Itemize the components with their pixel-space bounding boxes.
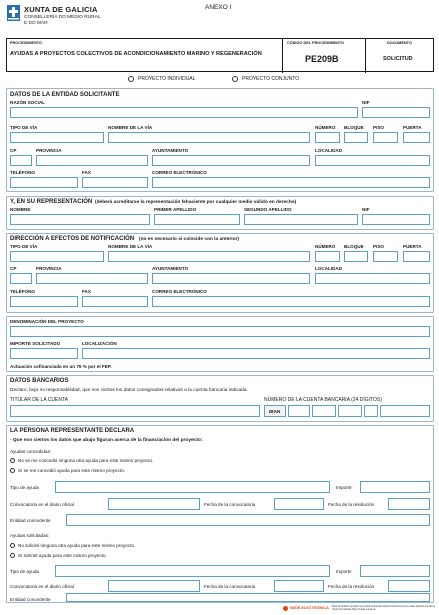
entity-section-title: DATOS DE LA ENTIDAD SOLICITANTE	[10, 92, 120, 98]
fecha-convocatoria2-input[interactable]	[274, 580, 324, 592]
notif-piso-input[interactable]	[373, 251, 398, 262]
notif-correo-input[interactable]	[152, 296, 430, 307]
project-individual-label: PROYECTO INDIVIDUAL	[138, 76, 196, 82]
notif-ayuntamiento-input[interactable]	[152, 273, 310, 284]
no-solicito-label: No solicité ninguna otra ayuda para este mismo proyecto.	[18, 543, 136, 548]
dept-line-2: E DO MAR	[24, 21, 48, 26]
notif-localidad-input[interactable]	[315, 273, 430, 284]
entity-telefono-label: TELÉFONO	[10, 170, 36, 175]
entity-localidad-input[interactable]	[315, 155, 430, 166]
entity-cp-input[interactable]	[10, 155, 32, 166]
rep-primer-apellido-input[interactable]	[154, 214, 240, 225]
document-type: SOLICITUD	[383, 56, 413, 62]
project-conjunto-label: PROYECTO CONJUNTO	[242, 76, 300, 82]
procedure-label: PROCEDIMIENTO	[10, 41, 42, 45]
procedure-box	[6, 38, 434, 72]
rep-nombre-input[interactable]	[10, 214, 150, 225]
iban-label: IBAN	[269, 409, 281, 414]
notif-fax-input[interactable]	[82, 296, 148, 307]
entity-nombre-via-label: NOMBRE DE LA VÍA	[108, 125, 153, 130]
importe-label: Importe	[336, 485, 352, 490]
importe-solicitado-input[interactable]	[10, 348, 78, 359]
notif-cp-input[interactable]	[10, 273, 32, 284]
notif-bloque-input[interactable]	[344, 251, 368, 262]
xunta-logo-icon	[7, 5, 20, 21]
entity-fax-label: FAX	[82, 170, 91, 175]
localizacion-label: LOCALIZACIÓN	[82, 341, 117, 346]
entity-provincia-label: PROVINCIA	[36, 148, 62, 153]
entity-cp-label: CP	[10, 148, 17, 153]
notif-nombre-via-label: NOMBRE DE LA VÍA	[108, 244, 153, 249]
document-label: DOCUMENTO	[387, 41, 412, 45]
dc-input[interactable]	[364, 405, 378, 417]
fecha-resolucion2-input[interactable]	[388, 580, 430, 592]
notif-localidad-label: LOCALIDAD	[315, 266, 343, 271]
razon-social-label: RAZÓN SOCIAL	[10, 100, 45, 105]
entity-piso-label: PISO	[373, 125, 384, 130]
no-concedio-radio[interactable]	[10, 458, 15, 463]
numero-cuenta-label: NÚMERO DE LA CUENTA BANCARIA (24 DÍGITOS)	[264, 397, 382, 403]
rep-nif-label: NIF	[362, 207, 370, 212]
sede-label: SEDE ELECTRÓNICA	[290, 606, 329, 610]
entity-bloque-label: BLOQUE	[344, 125, 364, 130]
fecha-resolucion-label: Fecha de la resolución	[328, 502, 375, 507]
notif-tipo-via-label: TIPO DE VÍA	[10, 244, 38, 249]
entity-fax-input[interactable]	[82, 177, 148, 188]
no-solicito-radio[interactable]	[10, 543, 15, 548]
notification-note: (no es necesario si coincide con la anterior)	[139, 237, 239, 242]
procedure-title: AYUDAS A PROYECTOS COLECTIVOS DE ACONDICIONAMIENTO MARINO Y REGENERACIÓN	[10, 51, 262, 57]
rep-nif-input[interactable]	[362, 214, 430, 225]
notif-telefono-label: TELÉFONO	[10, 289, 36, 294]
sede-icon	[283, 606, 288, 611]
entidad-concedente2-input[interactable]	[66, 593, 430, 602]
importe2-input[interactable]	[360, 565, 430, 577]
fecha-convocatoria-input[interactable]	[274, 498, 324, 510]
titular-input[interactable]	[10, 405, 260, 417]
convocatoria2-label: Convocatoria en el diario oficial	[10, 584, 74, 589]
entity-puerta-input[interactable]	[403, 132, 430, 143]
solicitadas-label: Ayudas solicitadas:	[10, 533, 50, 538]
entity-numero-label: NÚMERO	[315, 125, 336, 130]
si-solicito-radio[interactable]	[10, 553, 15, 558]
notif-ayuntamiento-label: AYUNTAMIENTO	[152, 266, 189, 271]
bank-title: DATOS BANCARIOS	[10, 378, 69, 384]
convocatoria-input[interactable]	[108, 498, 200, 510]
entity-numero-input[interactable]	[315, 132, 340, 143]
importe2-label: Importe	[336, 569, 352, 574]
rep-segundo-apellido-input[interactable]	[244, 214, 358, 225]
notif-numero-input[interactable]	[315, 251, 340, 262]
project-individual-radio[interactable]	[128, 76, 134, 82]
footer-note: Este formulario también se podrá presentar electrónicamente en la sede electrónica de la Xunta de Galicia https://sede.xunta.es	[332, 605, 435, 612]
convocatoria2-input[interactable]	[108, 580, 200, 592]
bank-declaration: Declaro, bajo mi responsabilidad, que son ciertos los datos consignados relativos a la cuenta bancaria indicada.	[10, 388, 248, 393]
entidad2-label: Entidad concedente	[10, 597, 51, 602]
importe-solicitado-label: IMPORTE SOLICITADO	[10, 341, 61, 346]
notif-bloque-label: BLOQUE	[344, 244, 364, 249]
localizacion-input[interactable]	[82, 348, 430, 359]
representation-title: Y, EN SU REPRESENTACIÓN	[10, 199, 93, 205]
project-conjunto-radio[interactable]	[232, 76, 238, 82]
notif-correo-label: CORREO ELECTRÓNICO	[152, 289, 207, 294]
entity-tipo-via-label: TIPO DE VÍA	[10, 125, 38, 130]
rep-nombre-label: NOMBRE	[10, 207, 31, 212]
entity-localidad-label: LOCALIDAD	[315, 148, 343, 153]
org-name: XUNTA DE GALICIA	[24, 5, 98, 14]
si-concedio-radio[interactable]	[10, 468, 15, 473]
dept-line-1: CONSELLERÍA DO MEDIO RURAL	[24, 15, 101, 20]
entity-provincia-input[interactable]	[36, 155, 148, 166]
procedure-code-label: CÓDIGO DEL PROCEDIMIENTO	[287, 41, 345, 45]
representation-note: (deberá acreditarse la representación fehaciente por cualquier medio válido en derecho)	[95, 200, 297, 205]
notification-title: DIRECCIÓN A EFECTOS DE NOTIFICACIÓN	[10, 236, 135, 242]
entity-puerta-label: PUERTA	[403, 125, 422, 130]
entidad-label: Entidad concedente	[10, 518, 51, 523]
entity-nif-label: NIF	[362, 100, 370, 105]
entity-correo-label: CORREO ELECTRÓNICO	[152, 170, 207, 175]
titular-label: TITULAR DE LA CUENTA	[10, 397, 68, 403]
entidad-concedente-input[interactable]	[66, 514, 430, 526]
fecha-resolucion2-label: Fecha de la resolución	[328, 584, 375, 589]
fecha-resolucion-input[interactable]	[388, 498, 430, 510]
notif-tipo-via-input[interactable]	[10, 251, 104, 262]
iban-prefix	[264, 405, 286, 417]
notif-telefono-input[interactable]	[10, 296, 78, 307]
entity-ayuntamiento-label: AYUNTAMIENTO	[152, 148, 189, 153]
entity-ayuntamiento-input[interactable]	[152, 155, 310, 166]
notif-provincia-input[interactable]	[36, 273, 148, 284]
tipo-ayuda-input[interactable]	[55, 481, 330, 493]
notif-puerta-input[interactable]	[403, 251, 430, 262]
no-concedio-label: No se me concedió ninguna otra ayuda para este mismo proyecto.	[18, 458, 154, 463]
notif-numero-label: NÚMERO	[315, 244, 336, 249]
fecha-convocatoria-label: Fecha de la convocatoria	[204, 502, 256, 507]
entity-piso-input[interactable]	[373, 132, 398, 143]
entity-nif-input[interactable]	[362, 107, 430, 118]
tipo-ayuda-label: Tipo de ayuda	[10, 485, 39, 490]
cuenta-input[interactable]	[380, 405, 430, 417]
notif-piso-label: PISO	[373, 244, 384, 249]
entity-telefono-input[interactable]	[10, 177, 78, 188]
rep-primer-apellido-label: PRIMER APELLIDO	[154, 207, 197, 212]
tipo-ayuda2-input[interactable]	[55, 565, 330, 577]
notif-provincia-label: PROVINCIA	[36, 266, 62, 271]
procedure-code: PE209B	[305, 54, 339, 64]
declaration-title: LA PERSONA REPRESENTANTE DECLARA	[10, 428, 135, 434]
annex-label: ANEXO I	[205, 4, 232, 11]
concedidas-label: Ayudas concedidas:	[10, 449, 52, 454]
entity-nombre-via-input[interactable]	[108, 132, 310, 143]
notif-fax-label: FAX	[82, 289, 91, 294]
entity-tipo-via-input[interactable]	[10, 132, 104, 143]
header	[0, 0, 439, 36]
rep-segundo-apellido-label: SEGUNDO APELLIDO	[244, 207, 292, 212]
convocatoria-label: Convocatoria en el diario oficial	[10, 502, 74, 507]
denominacion-label: DENOMINACIÓN DEL PROYECTO	[10, 319, 84, 324]
fecha-convocatoria2-label: Fecha de la convocatoria	[204, 584, 256, 589]
entity-bloque-input[interactable]	[344, 132, 368, 143]
importe-input[interactable]	[360, 481, 430, 493]
si-concedio-label: Sí se me concedió ayuda para este mismo proyecto.	[18, 468, 125, 473]
iban-input[interactable]	[288, 405, 310, 417]
notif-puerta-label: PUERTA	[403, 244, 422, 249]
notif-cp-label: CP	[10, 266, 17, 271]
tipo-ayuda2-label: Tipo de ayuda	[10, 569, 39, 574]
oficina-input[interactable]	[338, 405, 362, 417]
declaration-intro: - Que son ciertos los datos que abajo figuran acerca de la financiación del proyecto:	[10, 438, 203, 443]
notif-nombre-via-input[interactable]	[108, 251, 310, 262]
denominacion-input[interactable]	[10, 326, 430, 337]
entity-correo-input[interactable]	[152, 177, 430, 188]
razon-social-input[interactable]	[10, 107, 358, 118]
entidad-input[interactable]	[312, 405, 336, 417]
si-solicito-label: Sí solicité ayuda para este mismo proyecto.	[18, 553, 107, 558]
cofinanciada-note: Actuación cofinanciada en un 75 % por el FEP.	[10, 364, 112, 369]
footer	[0, 604, 439, 615]
